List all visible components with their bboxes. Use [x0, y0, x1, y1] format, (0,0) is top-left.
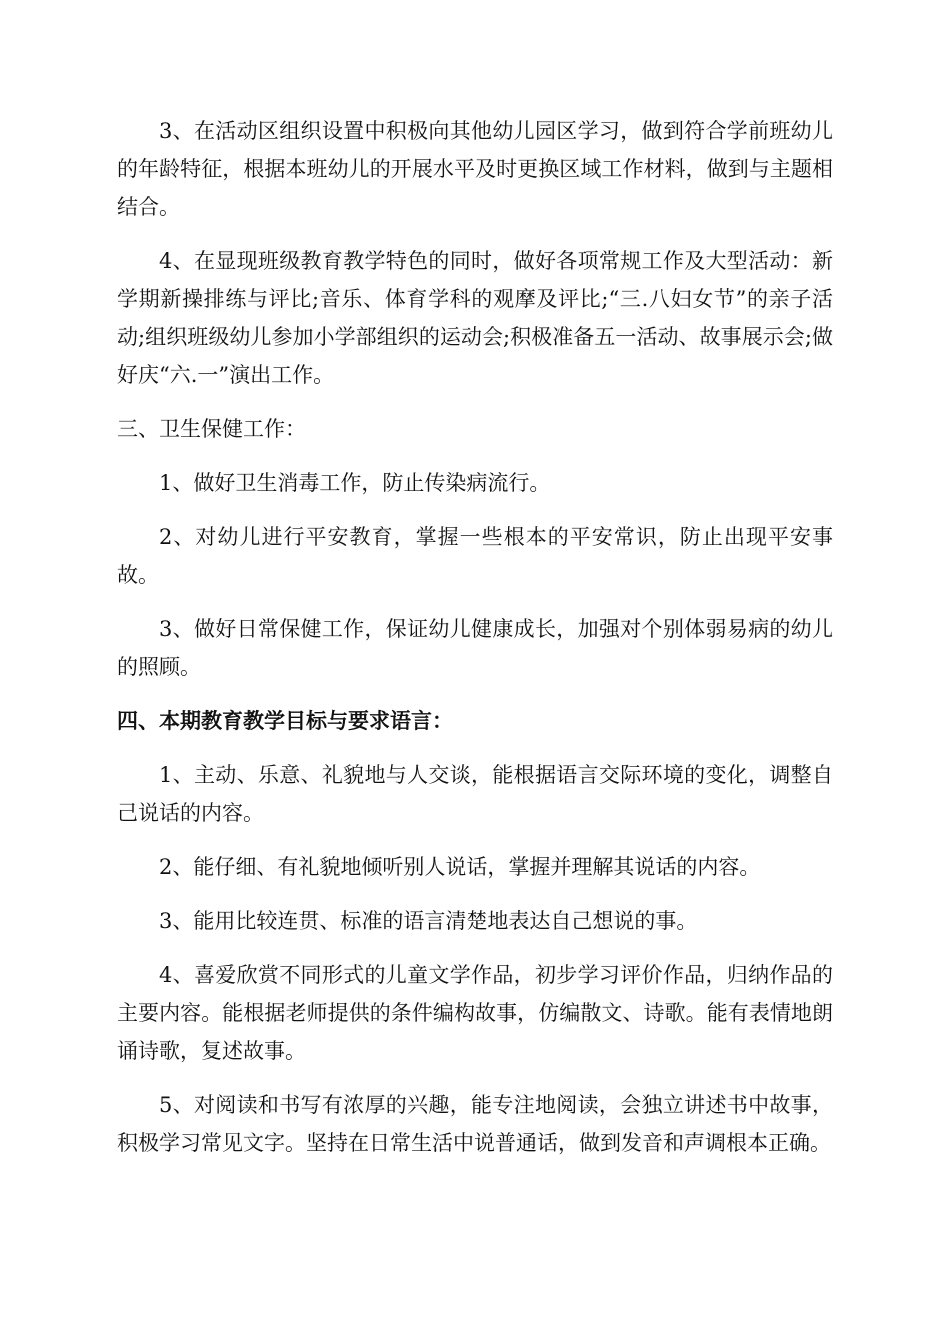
section-heading-health-care: 三、卫生保健工作：	[117, 417, 306, 441]
paragraph-goal-2: 2、能仔细、有礼貌地倾听别人说话，掌握并理解其说话的内容。	[159, 855, 761, 879]
paragraph-safety-education: 2、对幼儿进行平安教育，掌握一些根本的平安常识，防止出现平安事故。	[117, 525, 833, 587]
paragraph-disinfection: 1、做好卫生消毒工作，防止传染病流行。	[159, 471, 551, 495]
paragraph-goal-1: 1、主动、乐意、礼貌地与人交谈，能根据语言交际环境的变化，调整自己说话的内容。	[117, 763, 833, 825]
document-body	[117, 112, 833, 1178]
paragraph-goal-4: 4、喜爱欣赏不同形式的儿童文学作品，初步学习评价作品，归纳作品的主要内容。能根据老师提供的条件编构故事，仿编散文、诗歌。能有表情地朗诵诗歌，复述故事。	[117, 963, 833, 1063]
paragraph-activity-areas: 3、在活动区组织设置中积极向其他幼儿园区学习，做到符合学前班幼儿的年龄特征，根据本班幼儿的开展水平及时更换区域工作材料，做到与主题相结合。	[117, 119, 833, 219]
paragraph-goal-3: 3、能用比较连贯、标准的语言清楚地表达自己想说的事。	[159, 909, 698, 933]
paragraph-goal-5: 5、对阅读和书写有浓厚的兴趣，能专注地阅读，会独立讲述书中故事，积极学习常见文字。坚持在日常生活中说普通话，做到发音和声调根本正确。	[117, 1093, 833, 1155]
paragraph-routine-activities: 4、在显现班级教育教学特色的同时，做好各项常规工作及大型活动：新学期新操排练与评比;音乐、体育学科的观摩及评比;“三.八妇女节”的亲子活动;组织班级幼儿参加小学部组织的运动会;积极准备五一活动、故事展示会;做好庆“六.一”演出工作。	[117, 249, 833, 387]
section-heading-teaching-goals: 四、本期教育教学目标与要求语言：	[117, 708, 453, 733]
paragraph-daily-health: 3、做好日常保健工作，保证幼儿健康成长，加强对个别体弱易病的幼儿的照顾。	[117, 617, 833, 679]
